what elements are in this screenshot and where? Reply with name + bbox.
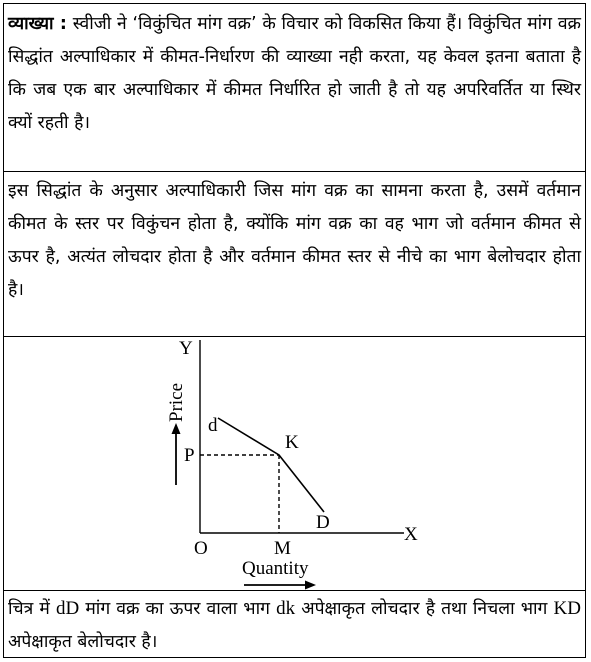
quantity-arrowhead <box>305 581 316 590</box>
caption-part-4: अपेक्षाकृत बेलोचदार है। <box>8 632 158 652</box>
intro-text: स्वीजी ने ‘विकुंचित मांग वक्र’ के विचार को विकसित किया हैं। विकुंचित मांग वक्र सिद्धांत अल्पाधिकार में कीमत-निर्धारण की व्याख्या नही करता, यह केवल इतना बताता है कि जब एक बार अल्पाधिकार में कीमत निर्धारित हो जाती है तो यह अपरिवर्तित या स्थिर क्यों रहती है। <box>8 14 581 133</box>
x-axis-label: X <box>404 524 418 545</box>
caption-paragraph <box>8 592 581 659</box>
intro-paragraph <box>8 8 581 140</box>
theory-section <box>4 172 585 337</box>
caption-term-dk: dk <box>276 598 296 619</box>
label-k: K <box>285 432 299 453</box>
label-d-capital: D <box>316 512 330 533</box>
price-title: Price <box>166 382 187 422</box>
caption-term-KD: KD <box>553 598 581 619</box>
theory-paragraph: इस सिद्धांत के अनुसार अल्पाधिकारी जिस मांग वक्र का सामना करता है, उसमें वर्तमान कीमत के स्तर पर विकुंचन होता है, क्योंकि मांग वक्र का वह भाग जो वर्तमान कीमत से ऊपर है, अत्यंत लोचदार होता है और वर्तमान कीमत स्तर से नीचे का भाग बेलोचदार होता है। <box>8 181 581 300</box>
label-m: M <box>274 538 291 559</box>
origin-label: O <box>194 538 208 559</box>
caption-part-3: अपेक्षाकृत लोचदार है तथा निचला भाग <box>301 599 548 619</box>
demand-curve <box>218 418 324 512</box>
y-axis-label: Y <box>179 338 193 359</box>
intro-section <box>4 4 585 172</box>
caption-part-2: मांग वक्र का ऊपर वाला भाग <box>85 599 270 619</box>
diagram-section <box>4 337 585 591</box>
label-d-small: d <box>208 415 218 436</box>
caption-part-1: चित्र में <box>8 599 50 619</box>
quantity-title: Quantity <box>242 558 309 579</box>
explanation-term: व्याख्या : <box>8 14 67 34</box>
caption-section <box>4 591 585 657</box>
caption-term-dD: dD <box>55 598 80 619</box>
price-arrowhead <box>172 423 181 434</box>
kinked-demand-diagram <box>4 337 585 591</box>
label-p: P <box>184 445 195 466</box>
content-box <box>3 3 586 658</box>
